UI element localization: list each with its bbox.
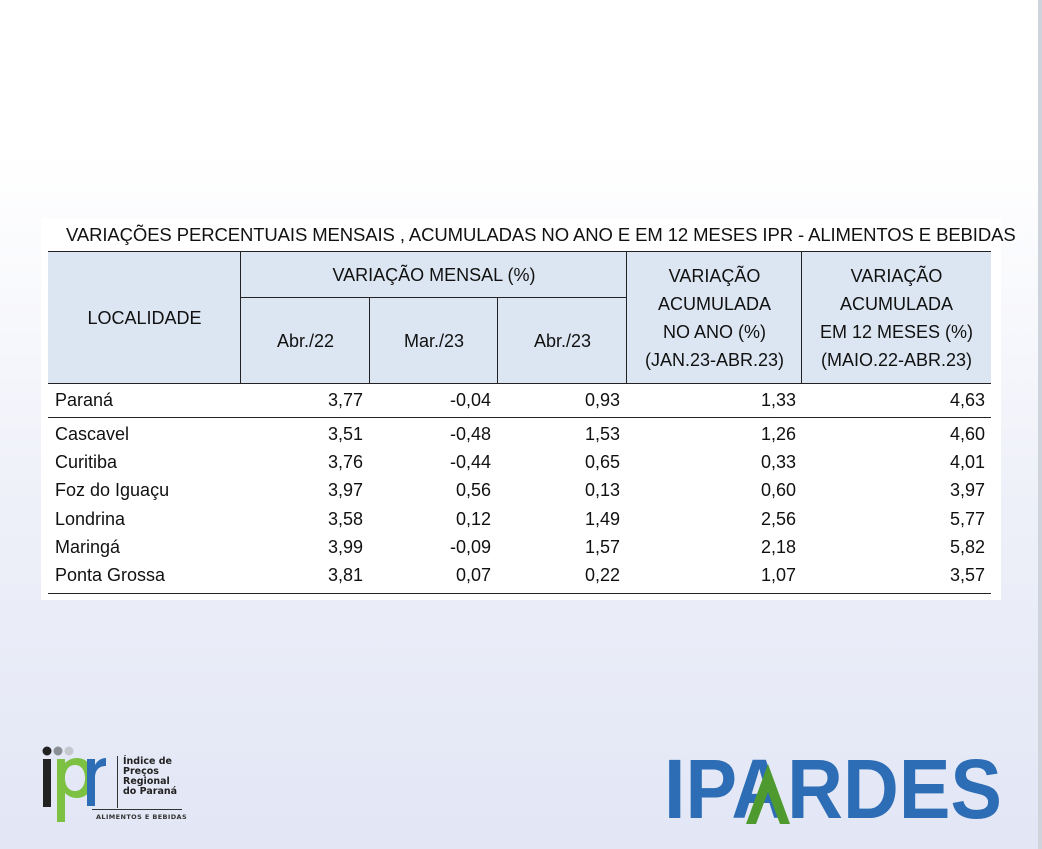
row-locality: Foz do Iguaçu	[55, 480, 170, 500]
row-value: 1,57	[584, 537, 620, 557]
row-value: 3,97	[949, 480, 985, 500]
row-value: 0,56	[455, 480, 491, 500]
row-value: 4,60	[949, 424, 985, 444]
row-separator	[48, 417, 991, 418]
header-localidade: LOCALIDADE	[48, 252, 241, 383]
header-acumulada-ano: VARIAÇÃO ACUMULADA NO ANO (%) (JAN.23-ABR.23)	[627, 252, 802, 383]
row-value: 4,01	[949, 452, 985, 472]
row-locality: Londrina	[55, 509, 126, 529]
header-variacao-mensal: VARIAÇÃO MENSAL (%)	[241, 252, 627, 298]
row-value: 0,60	[760, 480, 796, 500]
row-value: 5,77	[949, 509, 985, 529]
header-divider	[497, 298, 498, 383]
row-value: 3,99	[327, 537, 363, 557]
table-bottom-rule	[48, 593, 991, 594]
header-divider	[240, 252, 241, 383]
header-divider	[801, 252, 802, 383]
row-locality: Paraná	[55, 390, 114, 410]
header-divider	[369, 298, 370, 383]
row-value: 5,82	[949, 537, 985, 557]
header-acumulada-12m: VARIAÇÃO ACUMULADA EM 12 MESES (%) (MAIO.22-ABR.23)	[802, 252, 991, 383]
row-value: 1,07	[760, 565, 796, 585]
row-value: 0,93	[584, 390, 620, 410]
row-value: 3,76	[327, 452, 363, 472]
row-value: 0,65	[584, 452, 620, 472]
row-value: -0,04	[449, 390, 491, 410]
header-bottom-rule	[48, 383, 991, 384]
row-locality: Curitiba	[55, 452, 118, 472]
row-value: 0,33	[760, 452, 796, 472]
row-value: 4,63	[949, 390, 985, 410]
row-value: 0,13	[584, 480, 620, 500]
header-top-rule	[48, 251, 991, 252]
row-value: 3,77	[327, 390, 363, 410]
ipr-logo-text: Índice de Preços Regional do Paraná	[123, 756, 178, 797]
header-month-1: Abr./22	[241, 298, 370, 383]
row-value: -0,48	[449, 424, 491, 444]
row-value: 3,97	[327, 480, 363, 500]
window-edge	[1038, 0, 1042, 849]
ipardes-logo	[664, 750, 1004, 824]
row-value: 1,49	[584, 509, 620, 529]
row-value: 1,33	[760, 390, 796, 410]
table-title: VARIAÇÕES PERCENTUAIS MENSAIS , ACUMULADAS NO ANO E EM 12 MESES IPR - ALIMENTOS E BEBIDAS	[66, 224, 1016, 245]
row-locality: Cascavel	[55, 424, 130, 444]
row-value: 1,53	[584, 424, 620, 444]
ipr-logo-subtitle: ALIMENTOS E BEBIDAS	[96, 813, 188, 821]
row-value: 1,26	[760, 424, 796, 444]
header-divider	[241, 297, 627, 298]
row-value: 3,57	[949, 565, 985, 585]
row-value: 0,22	[584, 565, 620, 585]
ipardes-logo-wordmark: IPARDES	[664, 750, 1002, 824]
row-value: 0,07	[455, 565, 491, 585]
header-divider	[626, 252, 627, 383]
row-locality: Ponta Grossa	[55, 565, 166, 585]
row-value: 3,81	[327, 565, 363, 585]
row-value: -0,09	[449, 537, 491, 557]
row-value: 3,51	[327, 424, 363, 444]
row-value: -0,44	[449, 452, 491, 472]
row-value: 3,58	[327, 509, 363, 529]
row-value: 2,18	[760, 537, 796, 557]
row-value: 0,12	[455, 509, 491, 529]
header-month-3: Abr./23	[498, 298, 627, 383]
row-value: 2,56	[760, 509, 796, 529]
row-locality: Maringá	[55, 537, 121, 557]
header-month-2: Mar./23	[370, 298, 498, 383]
